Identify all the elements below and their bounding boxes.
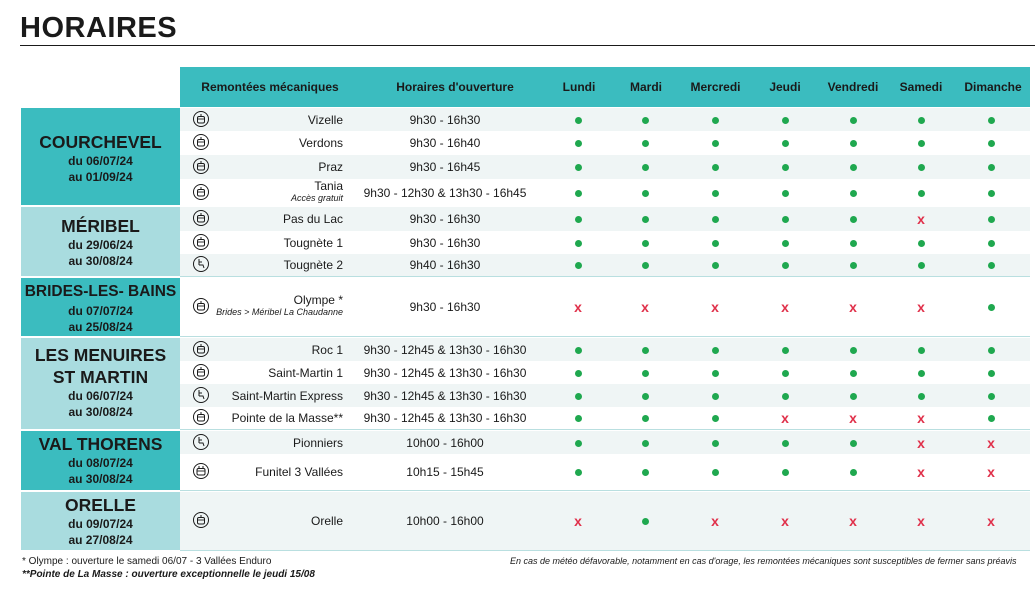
station-date-to: au 30/08/24 <box>68 405 133 419</box>
row-divider <box>180 550 1030 551</box>
footnote-weather: En cas de météo défavorable, notamment en cas d'orage, les remontées mécaniques sont susceptibles de fermer sans préavis <box>510 556 1017 566</box>
opening-hours: 9h30 - 12h30 & 13h30 - 16h45 <box>363 186 527 200</box>
opening-hours: 10h00 - 16h00 <box>406 435 484 450</box>
open-indicator <box>635 342 655 358</box>
open-indicator <box>981 410 1001 426</box>
closed-indicator: x <box>917 464 925 480</box>
closed-indicator: x <box>641 299 649 315</box>
open-indicator <box>705 464 725 480</box>
open-indicator <box>911 365 931 381</box>
open-indicator <box>775 435 795 451</box>
station-date-from: du 29/06/24 <box>68 238 133 252</box>
open-indicator <box>568 435 588 451</box>
station-name: ORELLE <box>65 495 136 515</box>
page-title: HORAIRES <box>20 12 178 44</box>
open-indicator <box>981 257 1001 273</box>
gondola-icon <box>193 364 209 380</box>
opening-hours: 9h30 - 12h45 & 13h30 - 16h30 <box>363 365 527 380</box>
open-indicator <box>911 135 931 151</box>
open-indicator <box>635 410 655 426</box>
open-indicator <box>981 185 1001 201</box>
open-indicator <box>635 185 655 201</box>
open-indicator <box>635 211 655 227</box>
header-wednesday: Mercredi <box>690 80 741 94</box>
closed-indicator: x <box>917 211 925 227</box>
gondola-icon <box>193 184 209 200</box>
lift-name: Verdons <box>298 136 343 150</box>
open-indicator <box>635 257 655 273</box>
closed-indicator: x <box>987 464 995 480</box>
gondola-icon <box>193 210 209 226</box>
lift-note: Accès gratuit <box>290 193 343 203</box>
open-indicator <box>568 342 588 358</box>
chairlift-icon <box>193 434 209 450</box>
row-divider <box>180 336 1030 337</box>
opening-hours: 9h30 - 16h30 <box>409 112 481 127</box>
open-indicator <box>775 211 795 227</box>
lift-name: Vizelle <box>307 112 343 127</box>
station-date-from: du 08/07/24 <box>68 456 133 470</box>
station-date-to: au 01/09/24 <box>68 170 133 184</box>
open-indicator <box>705 185 725 201</box>
open-indicator <box>635 112 655 128</box>
lift-name: Praz <box>318 160 343 174</box>
open-indicator <box>981 342 1001 358</box>
table-row <box>180 492 1030 550</box>
open-indicator <box>843 342 863 358</box>
open-indicator <box>775 464 795 480</box>
station-date-to: au 27/08/24 <box>68 533 133 547</box>
closed-indicator: x <box>711 299 719 315</box>
header-lifts: Remontées mécaniques <box>201 80 339 94</box>
row-divider <box>180 276 1030 277</box>
station-orelle <box>21 492 180 550</box>
station-date-from: du 06/07/24 <box>68 154 133 168</box>
open-indicator <box>568 235 588 251</box>
open-indicator <box>843 159 863 175</box>
station-name: BRIDES-LES- BAINS <box>24 283 177 300</box>
closed-indicator: x <box>711 513 719 529</box>
closed-indicator: x <box>917 410 925 426</box>
lift-name: Orelle <box>310 514 343 528</box>
opening-hours: 10h15 - 15h45 <box>406 465 484 479</box>
opening-hours: 9h30 - 16h30 <box>409 212 481 226</box>
open-indicator <box>775 159 795 175</box>
open-indicator <box>705 365 725 381</box>
gondola-icon <box>193 234 209 250</box>
chairlift-icon <box>193 387 209 403</box>
open-indicator <box>911 112 931 128</box>
lift-name: Tougnète 1 <box>283 235 343 250</box>
open-indicator <box>705 135 725 151</box>
open-indicator <box>705 235 725 251</box>
station-date-to: au 30/08/24 <box>68 472 133 486</box>
station-date-to: au 30/08/24 <box>68 254 133 268</box>
header-saturday: Samedi <box>899 80 943 94</box>
opening-hours: 9h30 - 16h45 <box>409 160 481 174</box>
open-indicator <box>568 365 588 381</box>
open-indicator <box>635 235 655 251</box>
chairlift-icon <box>193 256 209 272</box>
footnote-olympe: * Olympe : ouverture le samedi 06/07 - 3 Vallées Enduro <box>22 556 272 567</box>
lift-name: Pionniers <box>292 435 343 450</box>
lift-name: Pas du Lac <box>282 212 343 226</box>
open-indicator <box>843 365 863 381</box>
gondola-icon <box>193 134 209 150</box>
gondola-icon <box>193 512 209 528</box>
gondola-icon <box>193 111 209 127</box>
opening-hours: 9h30 - 12h45 & 13h30 - 16h30 <box>363 342 527 357</box>
station-name: MÉRIBEL <box>61 216 140 236</box>
open-indicator <box>635 513 655 529</box>
station-brides-les-bains <box>21 278 180 336</box>
open-indicator <box>981 388 1001 404</box>
open-indicator <box>911 185 931 201</box>
open-indicator <box>911 159 931 175</box>
header-hours: Horaires d'ouverture <box>396 80 514 94</box>
open-indicator <box>568 135 588 151</box>
closed-indicator: x <box>849 299 857 315</box>
open-indicator <box>568 211 588 227</box>
funitel-icon <box>193 463 209 479</box>
open-indicator <box>568 112 588 128</box>
open-indicator <box>843 235 863 251</box>
lift-name: Saint-Martin 1 <box>268 365 343 380</box>
header-thursday: Jeudi <box>769 80 801 94</box>
open-indicator <box>568 410 588 426</box>
station-courchevel <box>21 108 180 205</box>
lift-name: Tougnète 2 <box>283 258 343 272</box>
open-indicator <box>843 112 863 128</box>
opening-hours: 9h30 - 16h30 <box>409 235 481 250</box>
open-indicator <box>635 388 655 404</box>
open-indicator <box>981 235 1001 251</box>
open-indicator <box>843 211 863 227</box>
lift-name: Tania <box>314 179 343 193</box>
opening-hours: 9h30 - 16h40 <box>409 136 481 150</box>
open-indicator <box>635 135 655 151</box>
open-indicator <box>981 365 1001 381</box>
opening-hours: 9h30 - 16h30 <box>409 300 481 314</box>
row-divider <box>180 429 1030 430</box>
station-date-from: du 07/07/24 <box>68 304 133 318</box>
closed-indicator: x <box>574 513 582 529</box>
lift-name: Saint-Martin Express <box>231 388 343 403</box>
open-indicator <box>981 211 1001 227</box>
header-tuesday: Mardi <box>629 80 662 94</box>
open-indicator <box>775 235 795 251</box>
open-indicator <box>911 257 931 273</box>
open-indicator <box>635 159 655 175</box>
open-indicator <box>568 185 588 201</box>
open-indicator <box>981 135 1001 151</box>
closed-indicator: x <box>849 513 857 529</box>
station-date-from: du 06/07/24 <box>68 389 133 403</box>
row-divider <box>180 490 1030 491</box>
open-indicator <box>981 159 1001 175</box>
station-name: VAL THORENS <box>38 434 163 454</box>
lift-name: Pointe de la Masse** <box>231 411 343 425</box>
open-indicator <box>775 365 795 381</box>
open-indicator <box>775 388 795 404</box>
closed-indicator: x <box>917 299 925 315</box>
open-indicator <box>775 135 795 151</box>
opening-hours: 9h40 - 16h30 <box>409 258 481 272</box>
header-sunday: Dimanche <box>964 80 1022 94</box>
open-indicator <box>843 388 863 404</box>
gondola-icon <box>193 341 209 357</box>
open-indicator <box>705 435 725 451</box>
open-indicator <box>843 135 863 151</box>
station-name: COURCHEVEL <box>39 132 162 152</box>
open-indicator <box>568 159 588 175</box>
open-indicator <box>911 388 931 404</box>
gondola-icon <box>193 409 209 425</box>
opening-hours: 9h30 - 12h45 & 13h30 - 16h30 <box>363 388 527 403</box>
open-indicator <box>981 299 1001 315</box>
open-indicator <box>705 342 725 358</box>
closed-indicator: x <box>781 513 789 529</box>
header-monday: Lundi <box>562 80 596 94</box>
closed-indicator: x <box>917 434 925 451</box>
open-indicator <box>775 257 795 273</box>
open-indicator <box>705 211 725 227</box>
closed-indicator: x <box>781 410 789 426</box>
closed-indicator: x <box>987 434 995 451</box>
open-indicator <box>981 112 1001 128</box>
station-date-from: du 09/07/24 <box>68 517 133 531</box>
open-indicator <box>705 410 725 426</box>
closed-indicator: x <box>987 513 995 529</box>
header-friday: Vendredi <box>827 80 879 94</box>
closed-indicator: x <box>574 299 582 315</box>
closed-indicator: x <box>917 513 925 529</box>
open-indicator <box>705 159 725 175</box>
station-name: LES MENUIRES <box>34 345 167 365</box>
closed-indicator: x <box>849 410 857 426</box>
open-indicator <box>635 464 655 480</box>
table-header <box>180 67 1030 107</box>
lift-name: Roc 1 <box>311 342 343 357</box>
station-date-to: au 25/08/24 <box>68 320 133 334</box>
open-indicator <box>843 185 863 201</box>
table-row <box>180 338 1030 361</box>
lift-name: Olympe * <box>293 293 343 307</box>
station-les-menuires <box>21 338 180 429</box>
open-indicator <box>705 257 725 273</box>
footnote-pointe-de-la-masse: **Pointe de La Masse : ouverture exceptionnelle le jeudi 15/08 <box>22 569 315 580</box>
title-divider <box>20 45 1035 46</box>
open-indicator <box>635 435 655 451</box>
station-val-thorens <box>21 431 180 490</box>
table-row <box>180 155 1030 179</box>
opening-hours: 10h00 - 16h00 <box>406 514 484 528</box>
opening-hours: 9h30 - 12h45 & 13h30 - 16h30 <box>363 411 527 425</box>
open-indicator <box>843 464 863 480</box>
gondola-icon <box>193 298 209 314</box>
open-indicator <box>635 365 655 381</box>
open-indicator <box>911 235 931 251</box>
open-indicator <box>705 388 725 404</box>
open-indicator <box>568 388 588 404</box>
open-indicator <box>911 342 931 358</box>
open-indicator <box>775 185 795 201</box>
open-indicator <box>705 112 725 128</box>
open-indicator <box>568 257 588 273</box>
open-indicator <box>775 342 795 358</box>
open-indicator <box>843 257 863 273</box>
lift-name: Funitel 3 Vallées <box>255 465 343 479</box>
open-indicator <box>775 112 795 128</box>
closed-indicator: x <box>781 299 789 315</box>
lift-note: Brides > Méribel La Chaudanne <box>216 307 343 317</box>
gondola-icon <box>193 158 209 174</box>
open-indicator <box>843 435 863 451</box>
open-indicator <box>568 464 588 480</box>
station-meribel <box>21 207 180 276</box>
station-name-line2: ST MARTIN <box>52 367 149 387</box>
